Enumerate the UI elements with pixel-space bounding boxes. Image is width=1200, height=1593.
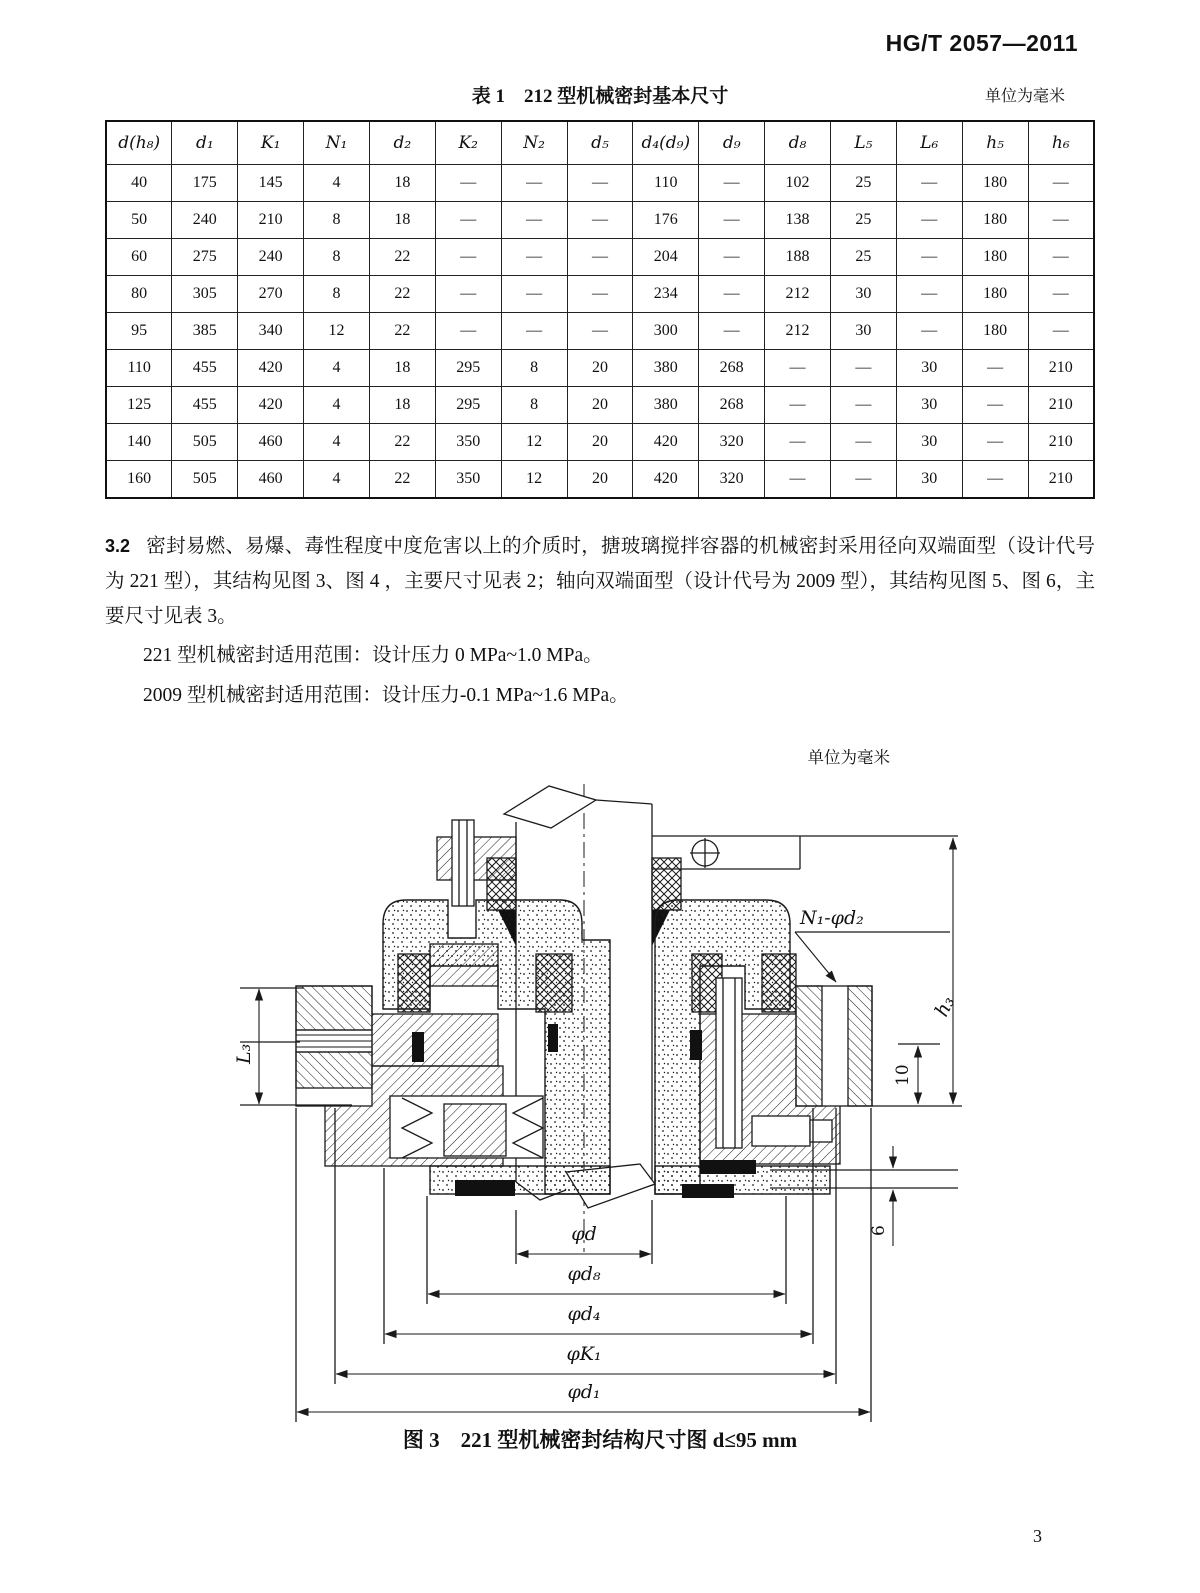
column-header: L₅ bbox=[830, 121, 896, 165]
table-cell: — bbox=[501, 165, 567, 202]
table-row bbox=[106, 313, 1094, 350]
table-cell: 180 bbox=[962, 239, 1028, 276]
table-row bbox=[106, 202, 1094, 239]
table-cell: 18 bbox=[369, 387, 435, 424]
table-cell: 8 bbox=[304, 239, 370, 276]
table-cell: — bbox=[435, 276, 501, 313]
table-cell: 176 bbox=[633, 202, 699, 239]
table-1-unit-note: 单位为毫米 bbox=[984, 88, 1065, 105]
table-cell: 125 bbox=[106, 387, 172, 424]
table-cell: — bbox=[1028, 276, 1094, 313]
table-cell: 455 bbox=[172, 350, 238, 387]
table-cell: 420 bbox=[238, 350, 304, 387]
table-cell: 22 bbox=[369, 461, 435, 499]
table-row bbox=[106, 350, 1094, 387]
table-cell: 102 bbox=[765, 165, 831, 202]
table-cell: — bbox=[699, 165, 765, 202]
table-cell: 30 bbox=[896, 387, 962, 424]
table-cell: 20 bbox=[567, 461, 633, 499]
label-phi-d: φd bbox=[571, 1223, 597, 1246]
table-cell: — bbox=[435, 239, 501, 276]
column-header: N₂ bbox=[501, 121, 567, 165]
section-3-2 bbox=[105, 529, 1095, 634]
table-cell: 140 bbox=[106, 424, 172, 461]
table-cell: — bbox=[962, 387, 1028, 424]
label-N1-phid2: N₁-φd₂ bbox=[800, 907, 864, 930]
table-cell: — bbox=[765, 461, 831, 499]
table-cell: 22 bbox=[369, 276, 435, 313]
table-cell: 295 bbox=[435, 350, 501, 387]
table-cell: — bbox=[830, 350, 896, 387]
dimension-10 bbox=[893, 1044, 940, 1104]
table-cell: 30 bbox=[896, 350, 962, 387]
label-6: 6 bbox=[869, 1225, 889, 1237]
table-cell: 20 bbox=[567, 387, 633, 424]
table-cell: — bbox=[1028, 313, 1094, 350]
table-cell: 270 bbox=[238, 276, 304, 313]
table-cell: 295 bbox=[435, 387, 501, 424]
table-cell: 95 bbox=[106, 313, 172, 350]
table-cell: — bbox=[435, 165, 501, 202]
figure-3-drawing bbox=[0, 774, 1200, 1424]
table-cell: 210 bbox=[1028, 461, 1094, 499]
table-cell: 180 bbox=[962, 276, 1028, 313]
table-cell: 350 bbox=[435, 461, 501, 499]
column-header: d(h₈) bbox=[106, 121, 172, 165]
table-cell: 300 bbox=[633, 313, 699, 350]
table-cell: — bbox=[501, 202, 567, 239]
dimension-bolt-circle bbox=[795, 907, 950, 982]
column-header: N₁ bbox=[304, 121, 370, 165]
label-L3: L₃ bbox=[233, 1044, 255, 1065]
table-cell: 22 bbox=[369, 239, 435, 276]
table-cell: 138 bbox=[765, 202, 831, 239]
doc-code: HG/T 2057—2011 bbox=[885, 30, 1078, 56]
column-header: d₉ bbox=[699, 121, 765, 165]
table-cell: — bbox=[501, 276, 567, 313]
table-cell: 30 bbox=[830, 276, 896, 313]
table-cell: — bbox=[1028, 202, 1094, 239]
section-text: 密封易燃、易爆、毒性程度中度危害以上的介质时，搪玻璃搅拌容器的机械密封采用径向双端面型（设计代号为 221 型），其结构见图 3、图 4 ，主要尺寸见表 2；轴向双端面型（设计代号为 2009 型），其结构见图 5、图 6，主要尺寸见表 3。 bbox=[105, 536, 1095, 628]
table-cell: — bbox=[830, 461, 896, 499]
table-cell: 175 bbox=[172, 165, 238, 202]
column-header: d₈ bbox=[765, 121, 831, 165]
table-cell: 4 bbox=[304, 387, 370, 424]
table-cell: — bbox=[1028, 165, 1094, 202]
table-row bbox=[106, 239, 1094, 276]
column-header: d₂ bbox=[369, 121, 435, 165]
table-cell: — bbox=[962, 461, 1028, 499]
column-header: d₁ bbox=[172, 121, 238, 165]
table-cell: 234 bbox=[633, 276, 699, 313]
column-header: d₄(d₉) bbox=[633, 121, 699, 165]
table-cell: 240 bbox=[172, 202, 238, 239]
table-cell: 320 bbox=[699, 424, 765, 461]
table-cell: — bbox=[567, 202, 633, 239]
dimension-h3 bbox=[931, 838, 959, 1104]
table-cell: 22 bbox=[369, 424, 435, 461]
column-header: L₆ bbox=[896, 121, 962, 165]
table-cell: — bbox=[896, 276, 962, 313]
table-cell: 160 bbox=[106, 461, 172, 499]
table-cell: 50 bbox=[106, 202, 172, 239]
table-1-title-row bbox=[105, 81, 1095, 108]
table-cell: 212 bbox=[765, 313, 831, 350]
table-cell: 25 bbox=[830, 202, 896, 239]
table-cell: — bbox=[501, 313, 567, 350]
table-cell: 505 bbox=[172, 461, 238, 499]
table-row bbox=[106, 387, 1094, 424]
table-cell: 460 bbox=[238, 424, 304, 461]
table-cell: 305 bbox=[172, 276, 238, 313]
table-cell: 380 bbox=[633, 387, 699, 424]
table-row bbox=[106, 461, 1094, 499]
table-cell: 350 bbox=[435, 424, 501, 461]
table-cell: — bbox=[962, 424, 1028, 461]
dimension-phi-d bbox=[516, 1200, 652, 1264]
table-1-section bbox=[105, 81, 1095, 499]
table-cell: — bbox=[1028, 239, 1094, 276]
table-cell: — bbox=[830, 387, 896, 424]
page-number: 3 bbox=[1033, 1526, 1042, 1546]
table-cell: 30 bbox=[830, 313, 896, 350]
table-cell: — bbox=[765, 424, 831, 461]
table-cell: 420 bbox=[633, 424, 699, 461]
table-cell: 210 bbox=[1028, 387, 1094, 424]
table-cell: 18 bbox=[369, 350, 435, 387]
table-cell: 385 bbox=[172, 313, 238, 350]
table-cell: — bbox=[699, 276, 765, 313]
table-cell: 18 bbox=[369, 165, 435, 202]
table-cell: — bbox=[567, 165, 633, 202]
table-cell: — bbox=[567, 313, 633, 350]
table-cell: — bbox=[896, 313, 962, 350]
table-row bbox=[106, 165, 1094, 202]
table-cell: 180 bbox=[962, 165, 1028, 202]
table-cell: — bbox=[765, 350, 831, 387]
table-cell: 12 bbox=[501, 424, 567, 461]
column-header: h₆ bbox=[1028, 121, 1094, 165]
column-header: h₅ bbox=[962, 121, 1028, 165]
table-cell: — bbox=[501, 239, 567, 276]
table-cell: — bbox=[699, 239, 765, 276]
table-cell: 20 bbox=[567, 350, 633, 387]
label-h3: h₃ bbox=[930, 993, 960, 1021]
label-phi-K1: φK₁ bbox=[566, 1343, 602, 1366]
table-cell: 8 bbox=[304, 202, 370, 239]
column-header: d₅ bbox=[567, 121, 633, 165]
line-221: 221 型机械密封适用范围：设计压力 0 MPa~1.0 MPa。 bbox=[143, 645, 603, 667]
table-cell: 420 bbox=[238, 387, 304, 424]
table-cell: 145 bbox=[238, 165, 304, 202]
table-cell: 8 bbox=[304, 276, 370, 313]
table-cell: 8 bbox=[501, 350, 567, 387]
table-cell: 20 bbox=[567, 424, 633, 461]
line-2009: 2009 型机械密封适用范围：设计压力-0.1 MPa~1.6 MPa。 bbox=[143, 685, 629, 707]
table-cell: 12 bbox=[501, 461, 567, 499]
table-cell: 4 bbox=[304, 424, 370, 461]
table-cell: 380 bbox=[633, 350, 699, 387]
label-phi-d1: φd₁ bbox=[567, 1381, 601, 1404]
label-phi-d4: φd₄ bbox=[567, 1303, 601, 1326]
table-cell: — bbox=[896, 239, 962, 276]
table-cell: 204 bbox=[633, 239, 699, 276]
table-cell: — bbox=[765, 387, 831, 424]
table-1-title: 表 1 212 型机械密封基本尺寸 bbox=[471, 86, 729, 107]
table-cell: 40 bbox=[106, 165, 172, 202]
table-cell: 4 bbox=[304, 350, 370, 387]
table-cell: 4 bbox=[304, 461, 370, 499]
column-header: K₁ bbox=[238, 121, 304, 165]
table-cell: 22 bbox=[369, 313, 435, 350]
table-cell: 188 bbox=[765, 239, 831, 276]
table-cell: — bbox=[567, 239, 633, 276]
dimension-phi-d8 bbox=[427, 1196, 786, 1304]
table-cell: 268 bbox=[699, 387, 765, 424]
table-cell: 18 bbox=[369, 202, 435, 239]
table-cell: 180 bbox=[962, 202, 1028, 239]
table-cell: — bbox=[962, 350, 1028, 387]
table-cell: 210 bbox=[1028, 424, 1094, 461]
table-cell: 210 bbox=[238, 202, 304, 239]
table-cell: — bbox=[896, 202, 962, 239]
table-cell: 268 bbox=[699, 350, 765, 387]
table-cell: — bbox=[567, 276, 633, 313]
table-cell: 210 bbox=[1028, 350, 1094, 387]
table-cell: 320 bbox=[699, 461, 765, 499]
table-cell: 30 bbox=[896, 424, 962, 461]
section-number: 3.2 bbox=[105, 536, 131, 556]
table-cell: 275 bbox=[172, 239, 238, 276]
table-cell: 60 bbox=[106, 239, 172, 276]
figure-unit-note: 单位为毫米 bbox=[807, 748, 890, 768]
position-mark-icon bbox=[690, 838, 720, 868]
table-header-row bbox=[106, 121, 1094, 165]
figure-caption: 图 3 221 型机械密封结构尺寸图 d≤95 mm bbox=[402, 1428, 798, 1453]
column-header: K₂ bbox=[435, 121, 501, 165]
table-cell: — bbox=[699, 202, 765, 239]
table-row bbox=[106, 424, 1094, 461]
table-cell: — bbox=[830, 424, 896, 461]
table-cell: 25 bbox=[830, 239, 896, 276]
table-cell: 420 bbox=[633, 461, 699, 499]
table-cell: 212 bbox=[765, 276, 831, 313]
table-cell: 460 bbox=[238, 461, 304, 499]
table-1 bbox=[105, 120, 1095, 499]
table-cell: 240 bbox=[238, 239, 304, 276]
table-cell: 12 bbox=[304, 313, 370, 350]
table-cell: — bbox=[699, 313, 765, 350]
table-cell: — bbox=[435, 202, 501, 239]
flange-left bbox=[240, 986, 372, 1106]
table-cell: 340 bbox=[238, 313, 304, 350]
table-cell: 80 bbox=[106, 276, 172, 313]
table-cell: 505 bbox=[172, 424, 238, 461]
table-cell: 25 bbox=[830, 165, 896, 202]
table-cell: 110 bbox=[106, 350, 172, 387]
table-row bbox=[106, 276, 1094, 313]
table-cell: 455 bbox=[172, 387, 238, 424]
mounting-bracket bbox=[652, 836, 958, 869]
table-cell: 30 bbox=[896, 461, 962, 499]
table-cell: 110 bbox=[633, 165, 699, 202]
label-10: 10 bbox=[893, 1064, 913, 1087]
table-cell: — bbox=[435, 313, 501, 350]
table-cell: 8 bbox=[501, 387, 567, 424]
label-phi-d8: φd₈ bbox=[567, 1263, 601, 1286]
table-cell: 4 bbox=[304, 165, 370, 202]
table-cell: 180 bbox=[962, 313, 1028, 350]
table-cell: — bbox=[896, 165, 962, 202]
